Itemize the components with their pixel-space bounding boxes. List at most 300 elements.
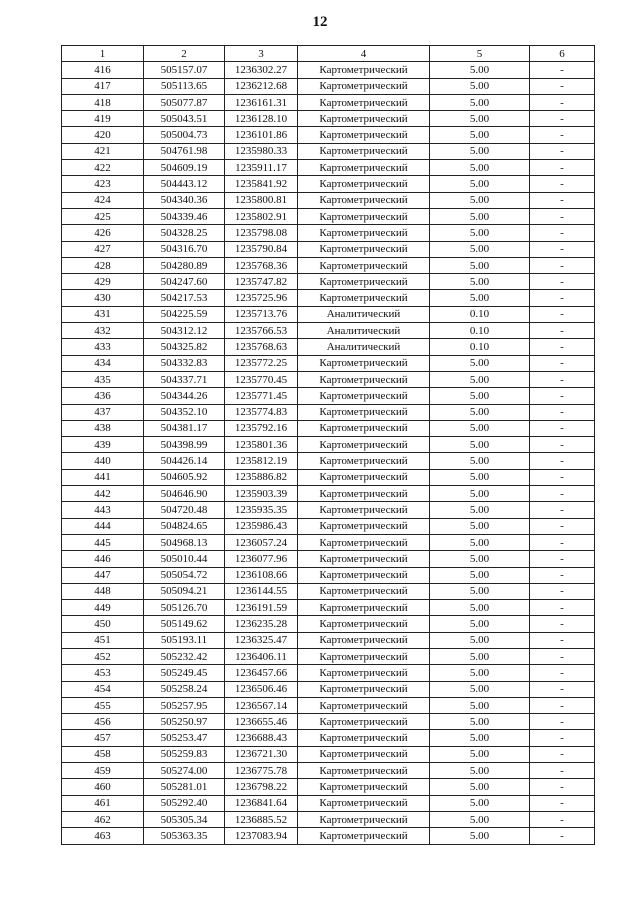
table-row <box>62 534 595 550</box>
note-cell: - <box>530 665 595 681</box>
x-coordinate-cell: 505249.45 <box>144 665 225 681</box>
x-coordinate-cell: 504968.13 <box>144 534 225 550</box>
note-cell: - <box>530 469 595 485</box>
method-cell: Картометрический <box>298 811 430 827</box>
method-cell: Картометрический <box>298 567 430 583</box>
table-header-row <box>62 46 595 62</box>
table-row <box>62 388 595 404</box>
point-number-cell: 416 <box>62 62 144 78</box>
point-number-cell: 418 <box>62 94 144 110</box>
precision-cell: 5.00 <box>430 681 530 697</box>
y-coordinate-cell: 1236688.43 <box>225 730 298 746</box>
y-coordinate-cell: 1235713.76 <box>225 306 298 322</box>
table-row <box>62 404 595 420</box>
method-cell: Картометрический <box>298 62 430 78</box>
method-cell: Картометрический <box>298 763 430 779</box>
precision-cell: 5.00 <box>430 437 530 453</box>
x-coordinate-cell: 504609.19 <box>144 160 225 176</box>
method-cell: Картометрический <box>298 225 430 241</box>
precision-cell: 5.00 <box>430 567 530 583</box>
point-number-cell: 447 <box>62 567 144 583</box>
table-row <box>62 665 595 681</box>
y-coordinate-cell: 1236457.66 <box>225 665 298 681</box>
table-row <box>62 94 595 110</box>
table-row <box>62 127 595 143</box>
method-cell: Картометрический <box>298 616 430 632</box>
point-number-cell: 423 <box>62 176 144 192</box>
precision-cell: 5.00 <box>430 111 530 127</box>
y-coordinate-cell: 1235986.43 <box>225 518 298 534</box>
table-row <box>62 371 595 387</box>
x-coordinate-cell: 504247.60 <box>144 274 225 290</box>
y-coordinate-cell: 1235771.45 <box>225 388 298 404</box>
y-coordinate-cell: 1235790.84 <box>225 241 298 257</box>
y-coordinate-cell: 1236325.47 <box>225 632 298 648</box>
note-cell: - <box>530 274 595 290</box>
precision-cell: 5.00 <box>430 828 530 844</box>
point-number-cell: 439 <box>62 437 144 453</box>
note-cell: - <box>530 583 595 599</box>
method-cell: Картометрический <box>298 355 430 371</box>
precision-cell: 5.00 <box>430 518 530 534</box>
x-coordinate-cell: 505043.51 <box>144 111 225 127</box>
x-coordinate-cell: 505258.24 <box>144 681 225 697</box>
method-cell: Картометрический <box>298 486 430 502</box>
precision-cell: 5.00 <box>430 208 530 224</box>
precision-cell: 5.00 <box>430 600 530 616</box>
method-cell: Картометрический <box>298 714 430 730</box>
y-coordinate-cell: 1236161.31 <box>225 94 298 110</box>
x-coordinate-cell: 505193.11 <box>144 632 225 648</box>
table-row <box>62 518 595 534</box>
table-row <box>62 746 595 762</box>
y-coordinate-cell: 1235841.92 <box>225 176 298 192</box>
point-number-cell: 459 <box>62 763 144 779</box>
note-cell: - <box>530 225 595 241</box>
note-cell: - <box>530 632 595 648</box>
precision-cell: 5.00 <box>430 551 530 567</box>
note-cell: - <box>530 600 595 616</box>
precision-cell: 5.00 <box>430 160 530 176</box>
method-cell: Картометрический <box>298 94 430 110</box>
table-row <box>62 583 595 599</box>
table-row <box>62 600 595 616</box>
y-coordinate-cell: 1236108.66 <box>225 567 298 583</box>
x-coordinate-cell: 505257.95 <box>144 697 225 713</box>
point-number-cell: 424 <box>62 192 144 208</box>
table-row <box>62 78 595 94</box>
precision-cell: 5.00 <box>430 730 530 746</box>
point-number-cell: 419 <box>62 111 144 127</box>
point-number-cell: 434 <box>62 355 144 371</box>
table-row <box>62 697 595 713</box>
table-row <box>62 290 595 306</box>
method-cell: Картометрический <box>298 551 430 567</box>
precision-cell: 5.00 <box>430 290 530 306</box>
point-number-cell: 453 <box>62 665 144 681</box>
y-coordinate-cell: 1236057.24 <box>225 534 298 550</box>
method-cell: Картометрический <box>298 143 430 159</box>
note-cell: - <box>530 388 595 404</box>
method-cell: Картометрический <box>298 534 430 550</box>
x-coordinate-cell: 504340.36 <box>144 192 225 208</box>
column-header: 6 <box>530 46 595 62</box>
precision-cell: 5.00 <box>430 176 530 192</box>
note-cell: - <box>530 62 595 78</box>
x-coordinate-cell: 504720.48 <box>144 502 225 518</box>
note-cell: - <box>530 290 595 306</box>
point-number-cell: 450 <box>62 616 144 632</box>
method-cell: Картометрический <box>298 730 430 746</box>
note-cell: - <box>530 192 595 208</box>
table-row <box>62 795 595 811</box>
y-coordinate-cell: 1237083.94 <box>225 828 298 844</box>
y-coordinate-cell: 1236567.14 <box>225 697 298 713</box>
y-coordinate-cell: 1235725.96 <box>225 290 298 306</box>
precision-cell: 5.00 <box>430 746 530 762</box>
table-row <box>62 420 595 436</box>
note-cell: - <box>530 616 595 632</box>
point-number-cell: 440 <box>62 453 144 469</box>
x-coordinate-cell: 504337.71 <box>144 371 225 387</box>
precision-cell: 5.00 <box>430 78 530 94</box>
x-coordinate-cell: 504225.59 <box>144 306 225 322</box>
point-number-cell: 445 <box>62 534 144 550</box>
method-cell: Картометрический <box>298 583 430 599</box>
note-cell: - <box>530 795 595 811</box>
method-cell: Картометрический <box>298 371 430 387</box>
x-coordinate-cell: 504646.90 <box>144 486 225 502</box>
x-coordinate-cell: 504325.82 <box>144 339 225 355</box>
point-number-cell: 425 <box>62 208 144 224</box>
precision-cell: 5.00 <box>430 763 530 779</box>
x-coordinate-cell: 504761.98 <box>144 143 225 159</box>
y-coordinate-cell: 1236077.96 <box>225 551 298 567</box>
x-coordinate-cell: 505126.70 <box>144 600 225 616</box>
point-number-cell: 433 <box>62 339 144 355</box>
x-coordinate-cell: 504217.53 <box>144 290 225 306</box>
table-row <box>62 469 595 485</box>
table-row <box>62 779 595 795</box>
note-cell: - <box>530 648 595 664</box>
note-cell: - <box>530 453 595 469</box>
x-coordinate-cell: 505149.62 <box>144 616 225 632</box>
point-number-cell: 454 <box>62 681 144 697</box>
table-row <box>62 257 595 273</box>
y-coordinate-cell: 1235772.25 <box>225 355 298 371</box>
method-cell: Картометрический <box>298 78 430 94</box>
point-number-cell: 438 <box>62 420 144 436</box>
method-cell: Картометрический <box>298 502 430 518</box>
x-coordinate-cell: 504605.92 <box>144 469 225 485</box>
point-number-cell: 422 <box>62 160 144 176</box>
x-coordinate-cell: 505010.44 <box>144 551 225 567</box>
method-cell: Аналитический <box>298 323 430 339</box>
table-row <box>62 828 595 844</box>
table-row <box>62 437 595 453</box>
y-coordinate-cell: 1236406.11 <box>225 648 298 664</box>
x-coordinate-cell: 505281.01 <box>144 779 225 795</box>
x-coordinate-cell: 505004.73 <box>144 127 225 143</box>
precision-cell: 5.00 <box>430 811 530 827</box>
note-cell: - <box>530 502 595 518</box>
y-coordinate-cell: 1236775.78 <box>225 763 298 779</box>
point-number-cell: 420 <box>62 127 144 143</box>
table-row <box>62 714 595 730</box>
y-coordinate-cell: 1236212.68 <box>225 78 298 94</box>
y-coordinate-cell: 1235798.08 <box>225 225 298 241</box>
table-row <box>62 616 595 632</box>
y-coordinate-cell: 1235812.19 <box>225 453 298 469</box>
point-number-cell: 455 <box>62 697 144 713</box>
method-cell: Картометрический <box>298 681 430 697</box>
point-number-cell: 441 <box>62 469 144 485</box>
table-row <box>62 632 595 648</box>
y-coordinate-cell: 1235768.63 <box>225 339 298 355</box>
method-cell: Картометрический <box>298 208 430 224</box>
note-cell: - <box>530 828 595 844</box>
point-number-cell: 429 <box>62 274 144 290</box>
method-cell: Картометрический <box>298 404 430 420</box>
precision-cell: 5.00 <box>430 665 530 681</box>
y-coordinate-cell: 1236721.30 <box>225 746 298 762</box>
precision-cell: 5.00 <box>430 404 530 420</box>
x-coordinate-cell: 504328.25 <box>144 225 225 241</box>
method-cell: Картометрический <box>298 176 430 192</box>
method-cell: Картометрический <box>298 257 430 273</box>
precision-cell: 5.00 <box>430 697 530 713</box>
method-cell: Картометрический <box>298 111 430 127</box>
column-header: 1 <box>62 46 144 62</box>
method-cell: Картометрический <box>298 828 430 844</box>
precision-cell: 5.00 <box>430 62 530 78</box>
x-coordinate-cell: 505259.83 <box>144 746 225 762</box>
note-cell: - <box>530 486 595 502</box>
note-cell: - <box>530 714 595 730</box>
method-cell: Картометрический <box>298 290 430 306</box>
point-number-cell: 432 <box>62 323 144 339</box>
precision-cell: 5.00 <box>430 616 530 632</box>
note-cell: - <box>530 730 595 746</box>
precision-cell: 5.00 <box>430 143 530 159</box>
precision-cell: 5.00 <box>430 127 530 143</box>
table-row <box>62 192 595 208</box>
y-coordinate-cell: 1236655.46 <box>225 714 298 730</box>
y-coordinate-cell: 1236191.59 <box>225 600 298 616</box>
table-row <box>62 551 595 567</box>
note-cell: - <box>530 534 595 550</box>
point-number-cell: 426 <box>62 225 144 241</box>
method-cell: Картометрический <box>298 420 430 436</box>
precision-cell: 5.00 <box>430 355 530 371</box>
note-cell: - <box>530 746 595 762</box>
method-cell: Картометрический <box>298 388 430 404</box>
table-row <box>62 339 595 355</box>
note-cell: - <box>530 763 595 779</box>
method-cell: Картометрический <box>298 437 430 453</box>
x-coordinate-cell: 504316.70 <box>144 241 225 257</box>
method-cell: Картометрический <box>298 697 430 713</box>
method-cell: Картометрический <box>298 648 430 664</box>
precision-cell: 5.00 <box>430 371 530 387</box>
table-row <box>62 176 595 192</box>
x-coordinate-cell: 504352.10 <box>144 404 225 420</box>
point-number-cell: 428 <box>62 257 144 273</box>
x-coordinate-cell: 505094.21 <box>144 583 225 599</box>
x-coordinate-cell: 504381.17 <box>144 420 225 436</box>
y-coordinate-cell: 1236235.28 <box>225 616 298 632</box>
precision-cell: 0.10 <box>430 339 530 355</box>
point-number-cell: 431 <box>62 306 144 322</box>
note-cell: - <box>530 355 595 371</box>
point-number-cell: 427 <box>62 241 144 257</box>
point-number-cell: 461 <box>62 795 144 811</box>
y-coordinate-cell: 1236144.55 <box>225 583 298 599</box>
x-coordinate-cell: 504426.14 <box>144 453 225 469</box>
precision-cell: 5.00 <box>430 714 530 730</box>
precision-cell: 5.00 <box>430 241 530 257</box>
y-coordinate-cell: 1235911.17 <box>225 160 298 176</box>
table-row <box>62 143 595 159</box>
x-coordinate-cell: 504344.26 <box>144 388 225 404</box>
method-cell: Аналитический <box>298 306 430 322</box>
x-coordinate-cell: 505250.97 <box>144 714 225 730</box>
precision-cell: 5.00 <box>430 795 530 811</box>
precision-cell: 5.00 <box>430 388 530 404</box>
y-coordinate-cell: 1235770.45 <box>225 371 298 387</box>
method-cell: Картометрический <box>298 518 430 534</box>
point-number-cell: 442 <box>62 486 144 502</box>
point-number-cell: 463 <box>62 828 144 844</box>
point-number-cell: 444 <box>62 518 144 534</box>
method-cell: Картометрический <box>298 469 430 485</box>
note-cell: - <box>530 323 595 339</box>
precision-cell: 5.00 <box>430 779 530 795</box>
table-row <box>62 208 595 224</box>
x-coordinate-cell: 505305.34 <box>144 811 225 827</box>
y-coordinate-cell: 1235886.82 <box>225 469 298 485</box>
method-cell: Картометрический <box>298 127 430 143</box>
y-coordinate-cell: 1235980.33 <box>225 143 298 159</box>
note-cell: - <box>530 111 595 127</box>
method-cell: Картометрический <box>298 274 430 290</box>
precision-cell: 5.00 <box>430 648 530 664</box>
note-cell: - <box>530 551 595 567</box>
note-cell: - <box>530 681 595 697</box>
note-cell: - <box>530 779 595 795</box>
point-number-cell: 437 <box>62 404 144 420</box>
method-cell: Картометрический <box>298 160 430 176</box>
note-cell: - <box>530 339 595 355</box>
y-coordinate-cell: 1235792.16 <box>225 420 298 436</box>
precision-cell: 5.00 <box>430 257 530 273</box>
precision-cell: 5.00 <box>430 469 530 485</box>
y-coordinate-cell: 1235747.82 <box>225 274 298 290</box>
point-number-cell: 460 <box>62 779 144 795</box>
precision-cell: 5.00 <box>430 534 530 550</box>
point-number-cell: 417 <box>62 78 144 94</box>
table-row <box>62 681 595 697</box>
table-row <box>62 763 595 779</box>
column-header: 5 <box>430 46 530 62</box>
point-number-cell: 421 <box>62 143 144 159</box>
table-row <box>62 648 595 664</box>
precision-cell: 5.00 <box>430 583 530 599</box>
point-number-cell: 457 <box>62 730 144 746</box>
y-coordinate-cell: 1235802.91 <box>225 208 298 224</box>
method-cell: Картометрический <box>298 746 430 762</box>
note-cell: - <box>530 404 595 420</box>
precision-cell: 5.00 <box>430 94 530 110</box>
point-number-cell: 436 <box>62 388 144 404</box>
y-coordinate-cell: 1235768.36 <box>225 257 298 273</box>
method-cell: Картометрический <box>298 795 430 811</box>
note-cell: - <box>530 371 595 387</box>
y-coordinate-cell: 1236885.52 <box>225 811 298 827</box>
y-coordinate-cell: 1235801.36 <box>225 437 298 453</box>
table-row <box>62 323 595 339</box>
x-coordinate-cell: 504312.12 <box>144 323 225 339</box>
note-cell: - <box>530 567 595 583</box>
precision-cell: 0.10 <box>430 306 530 322</box>
method-cell: Картометрический <box>298 241 430 257</box>
precision-cell: 5.00 <box>430 632 530 648</box>
table-body <box>62 62 595 844</box>
x-coordinate-cell: 504332.83 <box>144 355 225 371</box>
precision-cell: 5.00 <box>430 453 530 469</box>
note-cell: - <box>530 257 595 273</box>
point-number-cell: 452 <box>62 648 144 664</box>
point-number-cell: 462 <box>62 811 144 827</box>
y-coordinate-cell: 1235800.81 <box>225 192 298 208</box>
column-header: 2 <box>144 46 225 62</box>
table-row <box>62 730 595 746</box>
note-cell: - <box>530 306 595 322</box>
point-number-cell: 451 <box>62 632 144 648</box>
note-cell: - <box>530 94 595 110</box>
x-coordinate-cell: 505232.42 <box>144 648 225 664</box>
precision-cell: 5.00 <box>430 225 530 241</box>
x-coordinate-cell: 505054.72 <box>144 567 225 583</box>
y-coordinate-cell: 1235935.35 <box>225 502 298 518</box>
note-cell: - <box>530 127 595 143</box>
x-coordinate-cell: 505363.35 <box>144 828 225 844</box>
x-coordinate-cell: 505157.07 <box>144 62 225 78</box>
method-cell: Картометрический <box>298 192 430 208</box>
point-number-cell: 458 <box>62 746 144 762</box>
x-coordinate-cell: 505292.40 <box>144 795 225 811</box>
precision-cell: 5.00 <box>430 502 530 518</box>
column-header: 4 <box>298 46 430 62</box>
point-number-cell: 449 <box>62 600 144 616</box>
table-row <box>62 502 595 518</box>
table-row <box>62 486 595 502</box>
method-cell: Аналитический <box>298 339 430 355</box>
x-coordinate-cell: 504824.65 <box>144 518 225 534</box>
x-coordinate-cell: 505274.00 <box>144 763 225 779</box>
table-row <box>62 567 595 583</box>
x-coordinate-cell: 505113.65 <box>144 78 225 94</box>
x-coordinate-cell: 505077.87 <box>144 94 225 110</box>
note-cell: - <box>530 143 595 159</box>
note-cell: - <box>530 420 595 436</box>
x-coordinate-cell: 504398.99 <box>144 437 225 453</box>
precision-cell: 5.00 <box>430 420 530 436</box>
precision-cell: 5.00 <box>430 274 530 290</box>
note-cell: - <box>530 241 595 257</box>
note-cell: - <box>530 811 595 827</box>
note-cell: - <box>530 437 595 453</box>
